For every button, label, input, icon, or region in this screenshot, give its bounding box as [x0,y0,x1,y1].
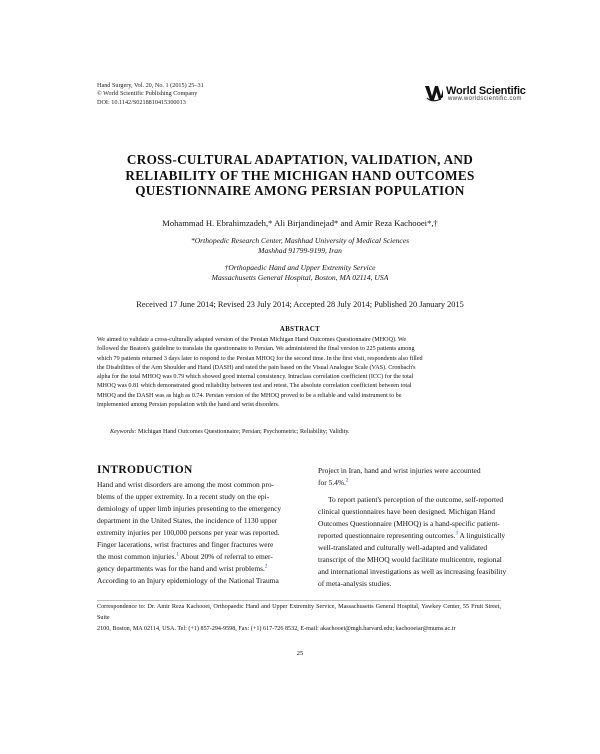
abstract-line: MHOQ and the DASH was as high as 0.74. Persian version of the MHOQ proved to be a reliable and valid instrument to be [97,392,402,399]
abstract-line: the Disabilities of the Arm Shoulder and Hand (DASH) and rated the pain based on the Visual Analogue Scale (VAS). Cronbach's [97,364,416,371]
body-line: transcript of the MHOQ would facilitate multicentre, regional [318,555,502,564]
abstract-line: MHOQ was 0.81 which demonstrated good reliability between test and retest. The absolute correlation coefficient between total [97,383,412,390]
body-line: clinical questionnaires have been designed. Michigan Hand [318,507,495,516]
body-line: According to an Injury epidemiology of the National Trauma [97,576,279,585]
title-line: CROSS-CULTURAL ADAPTATION, VALIDATION, AND [126,152,474,167]
body-line: of meta-analysis studies. [318,579,392,588]
section-heading-introduction: INTRODUCTION [97,464,193,476]
citation-ref[interactable]: 1 [176,552,179,558]
body-text: reported questionnaire representing outcomes. [318,531,456,540]
journal-citation: Hand Surgery, Vol. 20, No. 1 (2015) 25–31 [97,82,204,89]
body-line: blems of the upper extremity. In a recent study on the epi- [97,492,270,501]
body-line: and international investigations as well as increasing feasibility [318,567,507,576]
abstract-line: implemented among Persian population with the hand and wrist disorders. [97,401,280,408]
doi-link[interactable]: 10.1142/S0218810415300013 [111,98,186,106]
author-list: Mohammad H. Ebrahimzadeh,* Ali Birjandinejad* and Amir Reza Kachooei*,† [162,218,438,228]
correspondence-note [97,602,501,635]
body-line: demiology of upper limb injuries presenting to the emergency [97,504,282,513]
footnote-rule [97,600,501,601]
body-line: To report patient's perception of the outcome, self-reported [328,495,504,504]
journal-copyright: © World Scientific Publishing Company [97,90,198,98]
affiliation-2 [90,263,510,284]
body-text: About 20% of referral to emer- [180,552,273,561]
citation-ref[interactable]: 3 [455,531,459,537]
intro-left-column [97,479,301,587]
body-line [318,477,522,489]
page-number: 25 [296,650,304,657]
body-text: for 5.4%. [318,478,346,487]
body-line [318,530,522,542]
abstract-heading: ABSTRACT [279,326,321,333]
abstract-body [97,336,501,410]
body-line [97,551,301,563]
world-scientific-logo-icon [424,83,444,103]
publisher-url: www.worldscientific.com [448,96,522,102]
correspondence-line: Correspondence to: Dr. Amir Reza Kachooei, Orthopaedic Hand and Upper Extremity Service, Massachusetts General Hospital, Yawkey Center, 55 Fruit Street, Suite [97,604,501,621]
keywords-text: Michigan Hand Outcomes Questionnaire; Persian; Psychometric; Reliability; Validity. [137,429,350,435]
citation-ref[interactable]: 2 [264,564,268,570]
title-line: QUESTIONNAIRE AMONG PERSIAN POPULATION [135,183,465,198]
body-text: A linguistically [459,531,506,540]
affiliation-line: *Orthopedic Research Center, Mashhad University of Medical Sciences [190,236,410,245]
journal-doi [97,99,204,107]
body-line: department in the United States, the incidence of 1130 upper [97,516,278,525]
body-line [97,563,301,575]
keywords-label: Keywords: [110,429,137,435]
body-line: Outcomes Questionnaire (MHOQ) is a hand-specific patient- [318,519,500,528]
correspondence-line: 2100, Boston, MA 02114, USA. Tel: (+1) 857-294-9598, Fax: (+1) 617-726 8532, E-mail: akachooei@mgh.harvard.edu; kachooeiar@mums.ac.ir [97,626,456,632]
doi-label: DOI: [97,98,110,106]
journal-meta [97,82,204,107]
keywords [110,429,505,435]
publication-dates: Received 17 June 2014; Revised 23 July 2014; Accepted 28 July 2014; Published 20 January 2015 [136,300,464,309]
abstract-line: alpha for the total MHOQ was 0.79 which showed good internal consistency. Intraclass correlation coefficient (ICC) for the total [97,374,414,380]
body-line: extremity injuries per 100,000 persons per year was reported. [97,528,280,537]
affiliation-line: Massachusetts General Hospital, Boston, MA 02114, USA [211,273,389,283]
body-text: the most common injuries. [97,552,177,561]
body-text: gency departments was for the hand and wrist problems. [97,564,265,573]
abstract-line: We aimed to validate a cross-culturally adapted version of the Persian Michigan Hand Outcomes Questionnaire (MHOQ). We [97,337,407,343]
affiliation-line: †Orthopaedic Hand and Upper Extremity Service [224,263,376,272]
affiliation-line: Mashhad 91799-9199, Iran [258,246,342,256]
body-line: Hand and wrist disorders are among the most common pro- [97,480,275,489]
affiliation-1 [90,236,510,257]
title-line: RELIABILITY OF THE MICHIGAN HAND OUTCOMES [125,167,475,183]
body-line: well-translated and culturally well-adapted and validated [318,543,488,552]
citation-ref[interactable]: 2 [345,478,349,484]
body-line: Project in Iran, hand and wrist injuries were accounted [318,466,481,475]
publisher-name: World Scientific [446,85,526,97]
abstract-line: followed the Beaton's guideline to translate the questionnaire to Persian. We administered the final version to 225 patients among [97,346,415,353]
publisher-logo [424,83,524,107]
abstract-line: which 79 patients returned 3 days later to respond to the Persian MHOQ for the second time. In the first visit, respondents also filled [97,355,423,362]
body-line: Finger lacerations, wrist fractures and finger fractures were [97,540,274,549]
intro-right-column [318,465,522,590]
article-title [90,152,510,199]
